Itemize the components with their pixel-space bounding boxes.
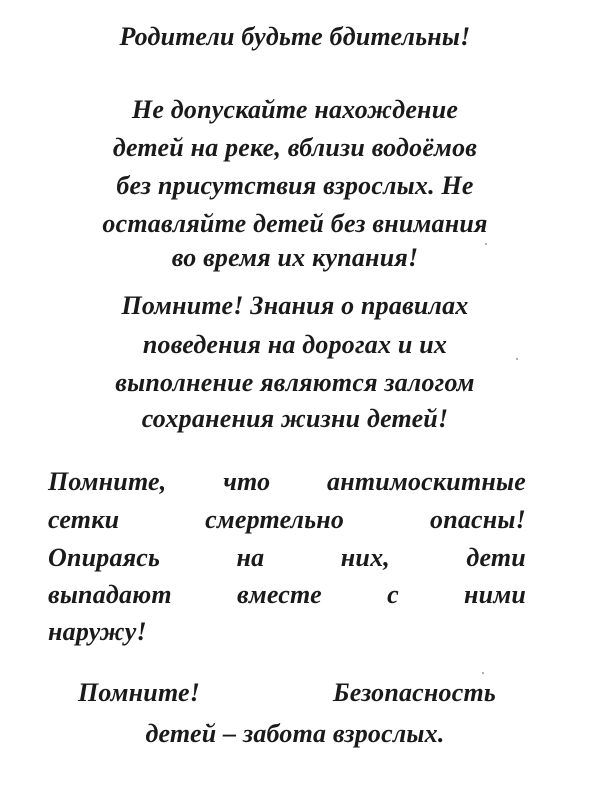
word: Безопасность (333, 678, 496, 707)
scan-speck (516, 358, 518, 360)
word: смертельно (205, 505, 345, 534)
scan-speck (482, 672, 484, 674)
word: что (223, 467, 271, 496)
paragraph-line (48, 580, 526, 610)
paragraph-line: без присутствия взрослых. Не (116, 171, 474, 200)
paragraph-line: наружу! (48, 617, 147, 646)
paragraph-line: оставляйте детей без внимания (102, 209, 488, 238)
paragraph-line: во время их купания! (171, 243, 419, 272)
word: Помните, (48, 467, 167, 496)
word: дети (466, 543, 526, 572)
paragraph-line (48, 543, 526, 573)
paragraph-line: детей – забота взрослых. (145, 719, 445, 748)
word: с (387, 580, 399, 609)
word: Помните! (78, 678, 201, 707)
word: вместе (237, 580, 322, 609)
word: Опираясь (48, 543, 161, 572)
word: опасны! (430, 505, 526, 534)
scan-speck (485, 243, 487, 245)
paragraph-line: Не допускайте нахождение (131, 95, 459, 124)
paragraph-line: детей на реке, вблизи водоёмов (112, 133, 478, 162)
word: антимоскитные (327, 467, 526, 496)
word: выпадают (48, 580, 172, 609)
word: них, (340, 543, 390, 572)
paragraph-line: Помните! Знания о правилах (121, 291, 469, 320)
paragraph-line (78, 678, 496, 708)
paragraph-line: выполнение являются залогом (115, 368, 475, 397)
paragraph-line: поведения на дорогах и их (142, 330, 448, 359)
word: на (236, 543, 265, 572)
paragraph-line: сохранения жизни детей! (141, 404, 449, 433)
word: сетки (48, 505, 120, 534)
paragraph-line (48, 505, 526, 535)
paragraph-line (48, 467, 526, 497)
word: ними (464, 580, 526, 609)
notice-title: Родители будьте бдительны! (119, 22, 471, 51)
